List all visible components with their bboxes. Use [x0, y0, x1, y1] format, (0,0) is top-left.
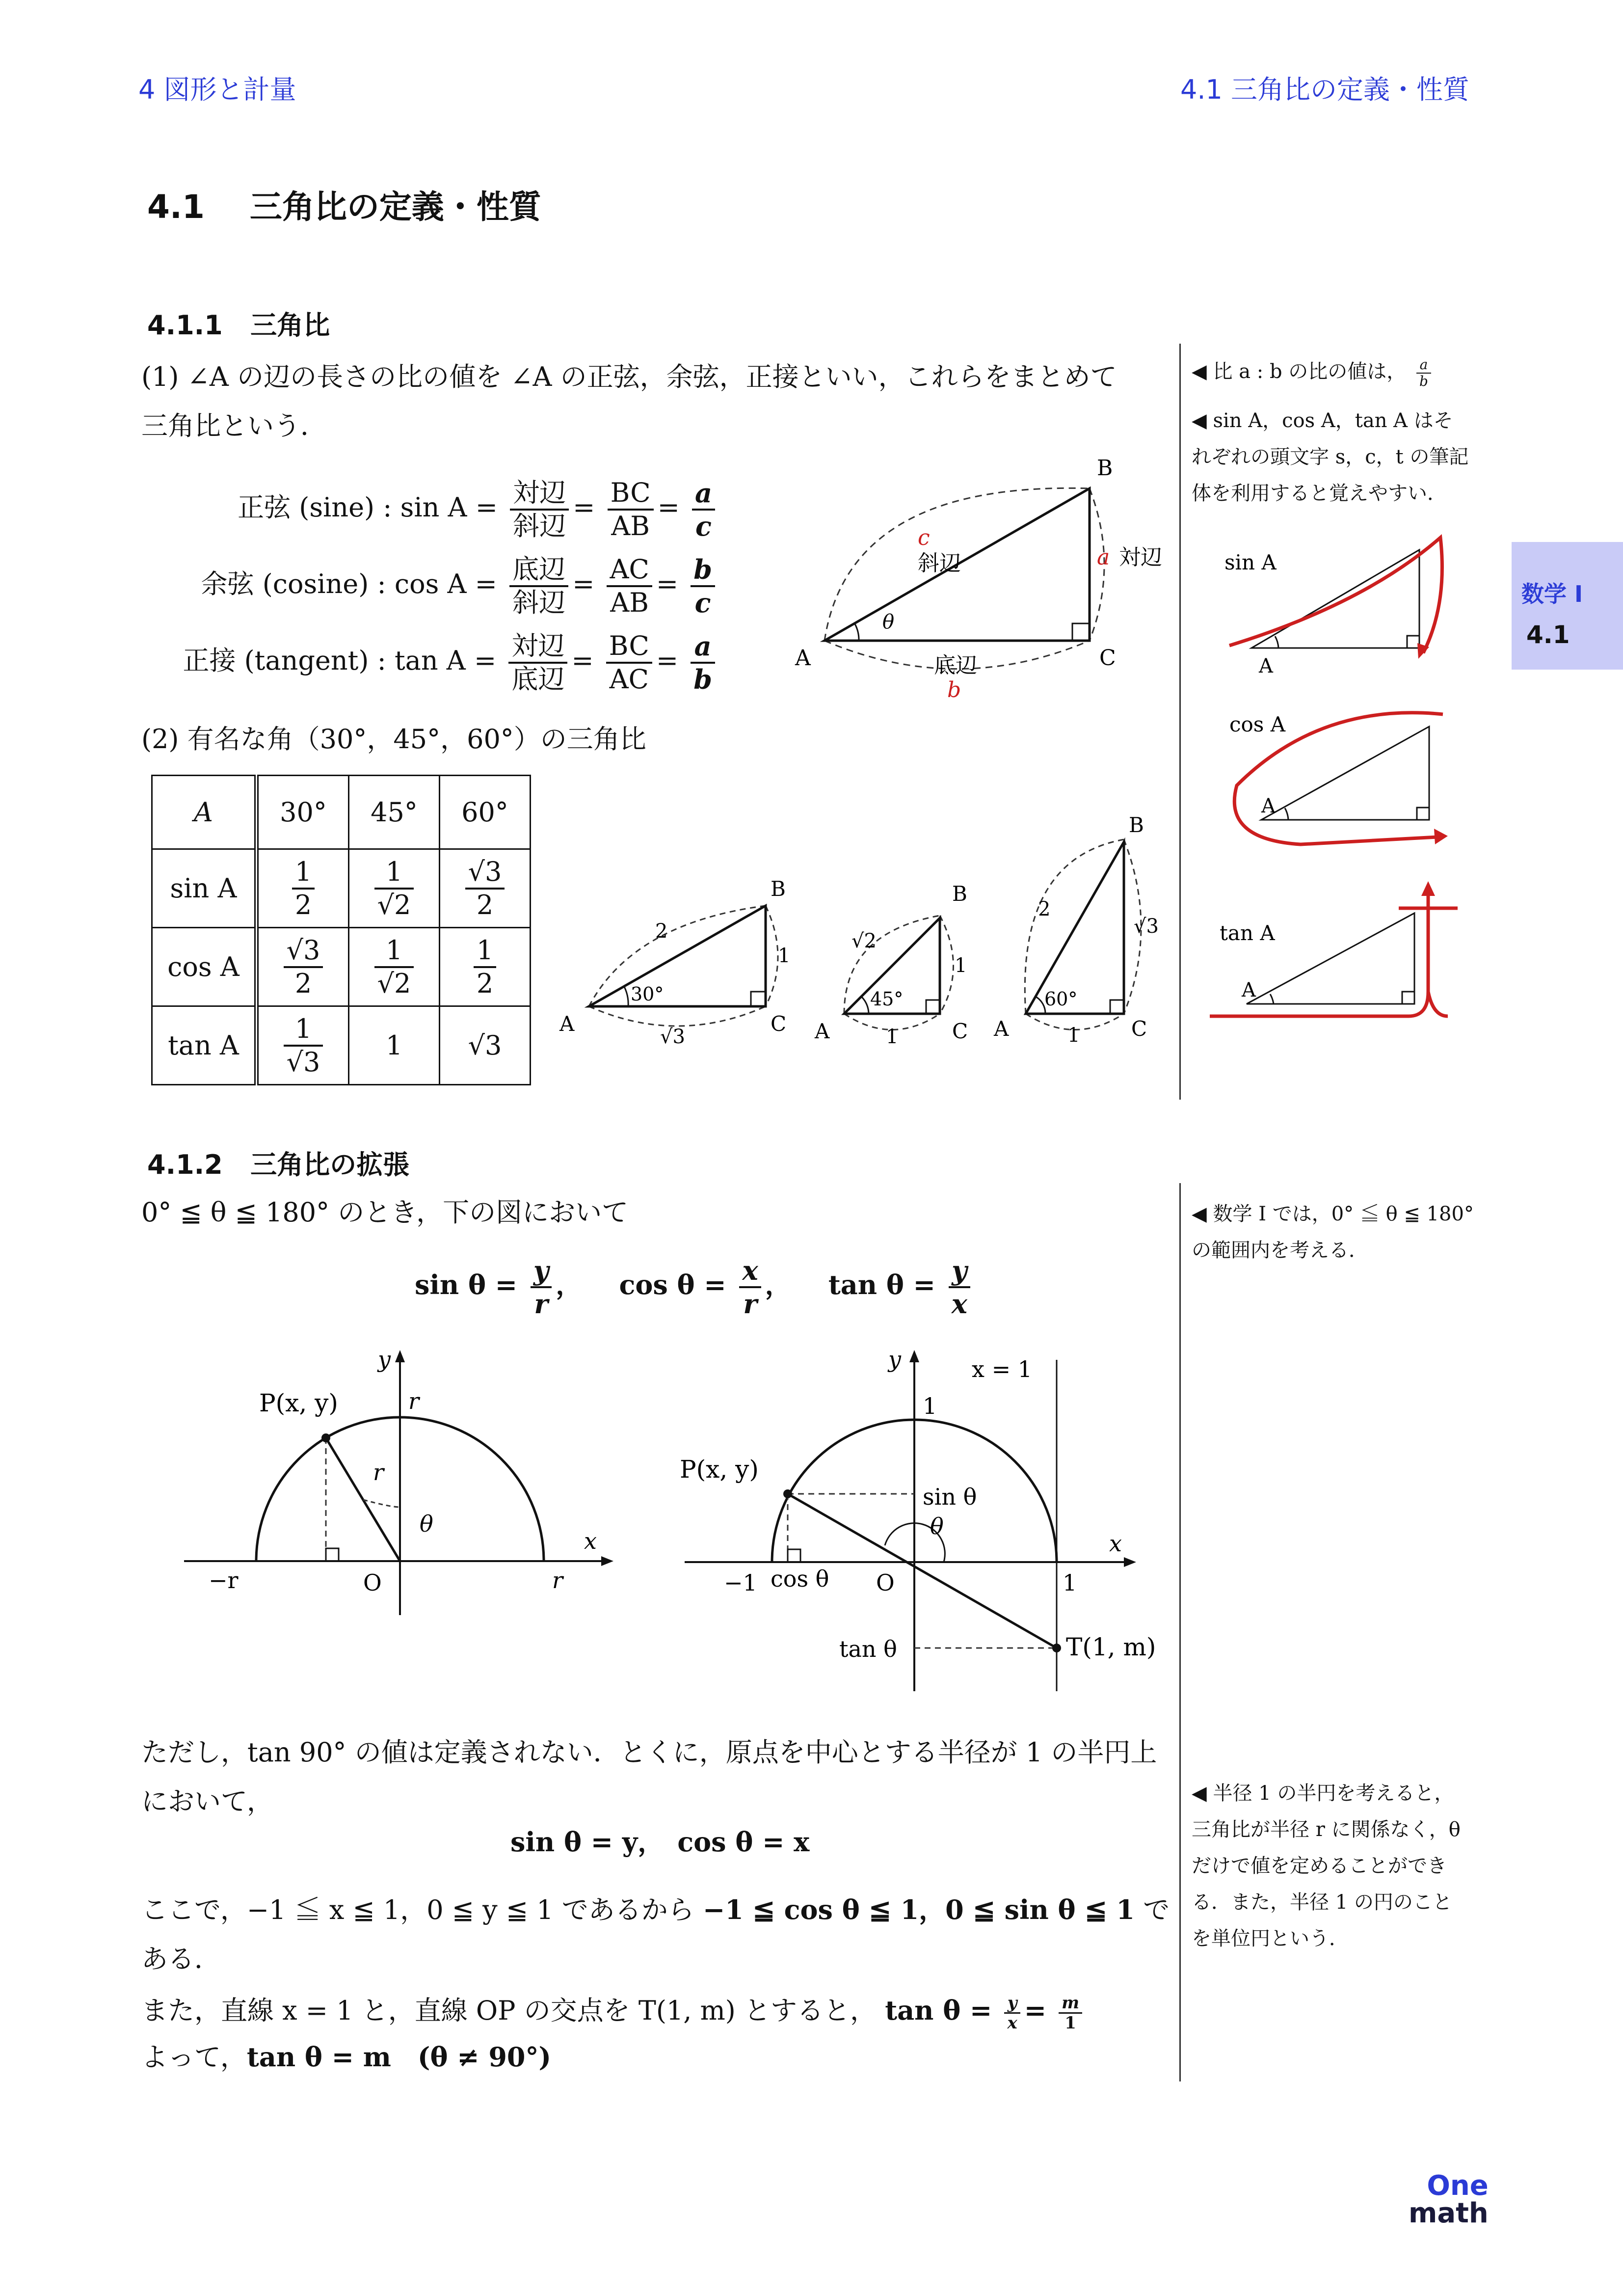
table-cell: √3: [440, 1006, 531, 1085]
arrowhead: [601, 1556, 613, 1566]
triangle: [589, 906, 766, 1006]
paragraph-3: 0° ≦ θ ≦ 180° のとき，下の図において: [141, 1197, 629, 1228]
arrowhead: [1124, 1557, 1136, 1567]
semicircle-r-figure: [177, 1345, 618, 1620]
subsection-number: 4.1.1: [147, 310, 223, 341]
fraction: [606, 630, 652, 695]
fraction: [510, 477, 569, 542]
vertex-A: A: [815, 1019, 830, 1043]
paragraph-5-tail: で: [1143, 1894, 1170, 1925]
fraction: [284, 935, 323, 999]
paragraph-4: [141, 1728, 1172, 1826]
vertex-C: C: [771, 1012, 787, 1036]
table-cell: [257, 1006, 349, 1085]
table-cell: [349, 849, 440, 928]
angle-mark: [1036, 997, 1045, 1014]
denominator: r: [534, 1288, 548, 1320]
tab-number: 4.1: [1526, 621, 1570, 649]
vertex-A: A: [559, 1012, 575, 1036]
denominator: 2: [294, 889, 312, 920]
numerator: 対辺: [510, 477, 569, 511]
label-x-axis: x: [584, 1528, 597, 1554]
paragraph-1-line2: 三角比という．: [141, 410, 327, 441]
opp-label: 1: [778, 945, 791, 967]
fraction: [691, 630, 715, 695]
paragraph-6-text: また，直線 x = 1 と，直線 OP の交点を T(1, m) とすると，: [141, 1995, 877, 2026]
label-P: P(x, y): [259, 1389, 338, 1417]
subsection-title-text: 三角比: [250, 310, 330, 341]
extended-definitions: [415, 1255, 974, 1320]
theta-label: θ: [882, 611, 895, 633]
row-label-cos: cos A: [152, 928, 257, 1006]
unit-circle-equation: sin θ = y， cos θ = x: [510, 1826, 810, 1858]
label-origin: O: [363, 1569, 382, 1596]
subsection-title: [147, 304, 330, 342]
denominator: AB: [610, 587, 649, 618]
label-P: P(x, y): [680, 1455, 759, 1484]
point-P: [321, 1433, 330, 1442]
mnemonic-tan-label: tan A: [1220, 921, 1275, 945]
def-tangent-label: 正接 (tangent) : tan A =: [183, 645, 497, 676]
fraction: [509, 554, 568, 619]
denominator: √2: [377, 968, 411, 999]
denominator: AC: [609, 664, 649, 695]
vertex-C: C: [1099, 646, 1116, 671]
right-angle-mark: [1407, 636, 1419, 648]
vertex-A: A: [994, 1017, 1009, 1041]
adj-label: √3: [660, 1026, 685, 1048]
brand-logo: [1409, 2172, 1489, 2227]
numerator: 対辺: [508, 630, 567, 664]
range-inequality: −1 ≦ cos θ ≦ 1，0 ≦ sin θ ≦ 1: [702, 1894, 1135, 1925]
denominator: c: [694, 587, 711, 619]
opp-label: 対辺: [1119, 545, 1162, 570]
def-sine: 正弦 (sine) : sin A = $\frac{\text{対辺}}{\text{斜辺}}$ = $\frac{BC}{AB}$ = $\frac{a}{c}$: [238, 477, 719, 542]
vertex-C: C: [952, 1019, 968, 1043]
vertex-C: C: [1131, 1017, 1147, 1041]
vertex-A: A: [795, 646, 811, 671]
radius-OP: [326, 1438, 400, 1561]
numerator: a: [692, 477, 715, 511]
numerator: 1: [374, 935, 414, 968]
trig-values-table: [151, 775, 531, 1085]
tan-theta-label: tan θ =: [885, 1995, 992, 2026]
subsection-title: [147, 1144, 409, 1182]
vertex-B: B: [952, 882, 967, 906]
logo-one: One: [1427, 2170, 1489, 2202]
numerator: a: [1416, 357, 1431, 374]
fraction: [1416, 357, 1431, 389]
denominator: x: [1007, 2013, 1017, 2033]
numerator: BC: [608, 477, 654, 511]
denominator: 2: [476, 889, 494, 920]
mnemonic-sin-triangle: [1251, 550, 1419, 648]
mnemonic-sin-label: sin A: [1224, 550, 1277, 574]
vertex-A: A: [1242, 979, 1256, 1001]
fraction: [374, 856, 414, 921]
denominator: AB: [611, 511, 650, 541]
vertex-B: B: [1097, 456, 1113, 481]
hyp-label: 斜辺: [918, 551, 961, 576]
right-angle-mark: [1110, 1000, 1124, 1014]
fraction: [608, 477, 654, 542]
adj-label: 1: [1067, 1024, 1080, 1047]
fraction: [465, 856, 505, 921]
separator: ，: [765, 1269, 792, 1301]
denominator: b: [693, 664, 712, 695]
angle-label: 60°: [1044, 988, 1078, 1010]
denominator: 2: [294, 968, 312, 999]
fraction: [1059, 1994, 1082, 2032]
paragraph-2: (2) 有名な角（30°，45°，60°）の三角比: [141, 724, 646, 755]
label-cos-theta: cos θ: [771, 1566, 829, 1592]
def-sine-label: 正弦 (sine) : sin A =: [238, 492, 498, 523]
label-theta: θ: [930, 1513, 944, 1540]
table-row: [152, 1006, 531, 1085]
fraction: [739, 1255, 761, 1320]
denominator: 斜辺: [513, 511, 566, 541]
margin-note-mnemonic: [1192, 403, 1506, 512]
opp-arc: [940, 916, 954, 1014]
denominator: √2: [377, 889, 411, 920]
angle-mark: [1270, 994, 1274, 1004]
numerator: √3: [284, 935, 323, 968]
angle-arc: [363, 1500, 400, 1507]
table-header-45: 45°: [349, 776, 440, 849]
numerator: BC: [606, 630, 652, 664]
numerator: y: [949, 1255, 970, 1288]
numerator: 1: [292, 856, 315, 890]
label-theta: θ: [420, 1511, 433, 1537]
numerator: 1: [284, 1013, 323, 1047]
numerator: m: [1059, 1994, 1082, 2014]
paragraph-6: また，直線 x = 1 と，直線 OP の交点を T(1, m) とすると， tan θ = $\frac{y}{x}$ = $\frac{m}{1}$: [141, 1986, 1177, 2035]
numerator: a: [691, 630, 715, 664]
paragraph-4-line1: ただし，tan 90° の値は定義されない．とくに，原点を中心とする半径が 1 の半円上: [141, 1737, 1157, 1768]
margin-note-line: 三角比が半径 r に関係なく，θ: [1192, 1818, 1461, 1841]
right-angle-mark: [788, 1549, 800, 1562]
table-header-30: 30°: [257, 776, 349, 849]
header-chapter: 4 図形と計量: [138, 74, 296, 105]
label-origin: O: [876, 1569, 895, 1596]
mnemonic-figures: [1193, 530, 1507, 1041]
subsection-number: 4.1.2: [147, 1149, 223, 1180]
numerator: x: [739, 1255, 761, 1288]
subsection-title-text: 三角比の拡張: [250, 1149, 410, 1180]
section-number: 4.1: [147, 188, 205, 226]
hyp-label: √2: [851, 930, 877, 952]
vertex-B: B: [1129, 813, 1144, 837]
header-section: 4.1 三角比の定義・性質: [1180, 74, 1470, 105]
paragraph-7-text: よって，: [141, 2042, 247, 2073]
paragraph-1: [141, 352, 1172, 451]
label-y-axis: y: [378, 1346, 391, 1373]
arrowhead: [909, 1350, 919, 1362]
margin-note-line: れぞれの頭文字 s，c，t の筆記: [1192, 446, 1469, 468]
denominator: √3: [286, 1046, 320, 1078]
numerator: y: [531, 1255, 552, 1288]
numerator: 底辺: [509, 554, 568, 587]
right-angle-mark: [1072, 623, 1090, 641]
margin-note-ratio-text: ◀ 比 a : b の比の値は，: [1192, 360, 1407, 383]
label-T: T(1, m): [1066, 1633, 1156, 1661]
table-row: [152, 928, 531, 1006]
vertex-A: A: [1259, 655, 1273, 677]
paragraph-1-line1: (1) ∠A の辺の長さの比の値を ∠A の正弦，余弦，正接といい，これらをまとめて: [141, 361, 1117, 392]
paragraph-5-line2: ある．: [141, 1944, 221, 1974]
margin-note-line: ◀ 半径 1 の半円を考えると，: [1192, 1782, 1454, 1805]
angle-mark: [1275, 636, 1278, 648]
denominator: r: [743, 1288, 757, 1320]
margin-note-line: を単位円という．: [1192, 1927, 1349, 1950]
point-T: [1052, 1644, 1061, 1652]
numerator: 1: [474, 935, 496, 968]
point-P: [783, 1489, 792, 1498]
margin-note-range: [1192, 1196, 1506, 1269]
opp-label: √3: [1134, 915, 1159, 938]
fraction: [508, 630, 567, 695]
adj-label: 1: [886, 1026, 899, 1048]
label-tan-theta: tan θ: [839, 1636, 897, 1662]
label-r-right: r: [552, 1567, 563, 1594]
main-triangle-figure: [775, 442, 1188, 717]
margin-note-line: の範囲内を考える．: [1192, 1239, 1368, 1262]
fraction: [607, 554, 652, 619]
margin-note-line: る．また，半径 1 の円のこと: [1192, 1891, 1452, 1914]
margin-note-line: 体を利用すると覚えやすい．: [1192, 482, 1447, 505]
margin-note-line: ◀ 数学 I では，0° ≦ θ ≦ 180°: [1192, 1203, 1474, 1225]
def-sin-theta: sin θ =: [415, 1269, 518, 1301]
fraction: [692, 477, 715, 542]
denominator: c: [695, 511, 712, 542]
fraction: [374, 935, 414, 999]
margin-note-unit-circle: [1192, 1775, 1506, 1957]
mnemonic-tan-curl: [1428, 992, 1448, 1016]
paragraph-5-line1: [141, 1885, 1177, 1935]
side-b-label: b: [947, 677, 961, 702]
def-cosine: 余弦 (cosine) : cos A = $\frac{\text{底辺}}{\text{斜辺}}$ = $\frac{AC}{AB}$ = $\frac{b}{c}$: [201, 554, 719, 619]
mnemonic-cos-triangle: [1261, 727, 1429, 820]
fraction: [292, 856, 315, 921]
unit-circle-figure: [677, 1345, 1178, 1699]
margin-divider-2: [1179, 1183, 1181, 2081]
paragraph-4-line2: において，: [141, 1786, 273, 1817]
table-cell: 1: [349, 1006, 440, 1085]
section-tab: [1512, 542, 1623, 670]
adj-arc: [589, 1006, 766, 1026]
def-cos-theta: cos θ =: [619, 1269, 726, 1301]
section-title-text: 三角比の定義・性質: [249, 188, 541, 226]
right-angle-mark: [1417, 808, 1429, 820]
label-x-axis: x: [1109, 1530, 1122, 1557]
label-y-axis: y: [888, 1346, 901, 1373]
fraction: [1004, 1994, 1020, 2032]
label-x-1: 1: [1063, 1569, 1077, 1596]
def-cosine-label: 余弦 (cosine) : cos A =: [201, 568, 497, 599]
margin-note-line: だけで値を定めることができ: [1192, 1855, 1447, 1877]
arrowhead: [1434, 829, 1448, 844]
denominator: 斜辺: [512, 587, 566, 618]
angle-mark: [624, 987, 628, 1006]
paragraph-5-text: ここで，−1 ≦ x ≦ 1，0 ≦ y ≦ 1 であるから: [141, 1894, 694, 1925]
label-r-radius: r: [373, 1459, 384, 1486]
paragraph-7: [141, 2032, 551, 2082]
margin-note-ratio: [1192, 353, 1506, 390]
label-x-equals-1: x = 1: [972, 1356, 1032, 1382]
table-cell: [257, 928, 349, 1006]
numerator: b: [691, 554, 715, 587]
triangle-45-figure: [805, 869, 1011, 1055]
section-title: [147, 181, 541, 227]
right-angle-mark: [1402, 992, 1414, 1004]
table-row: [152, 849, 531, 928]
label-neg-1: −1: [724, 1569, 757, 1596]
fraction: [531, 1255, 552, 1320]
angle-mark: [855, 624, 859, 641]
tab-subject: 数学 I: [1521, 581, 1583, 607]
label-r-top: r: [408, 1388, 419, 1414]
label-sin-theta: sin θ: [923, 1484, 977, 1510]
row-label-tan: tan A: [152, 1006, 257, 1085]
paragraph-5: [141, 1885, 1177, 1984]
def-tan-theta: tan θ =: [828, 1269, 935, 1301]
opp-label: 1: [955, 954, 967, 977]
table-cell: [440, 928, 531, 1006]
hyp-label: 2: [655, 920, 668, 943]
hyp-label: 2: [1038, 898, 1051, 920]
fraction: [474, 935, 496, 999]
row-label-sin: sin A: [152, 849, 257, 928]
arrowhead: [395, 1350, 405, 1362]
denominator: b: [1419, 373, 1428, 389]
denominator: 1: [1064, 2013, 1076, 2033]
denominator: x: [951, 1288, 967, 1320]
arrowhead: [1421, 881, 1435, 896]
table-cell: [257, 849, 349, 928]
angle-mark: [861, 997, 869, 1014]
label-y-1: 1: [923, 1393, 937, 1419]
opp-arc: [766, 906, 778, 1006]
margin-note-line: ◀ sin A，cos A，tan A はそ: [1192, 409, 1453, 432]
adj-label: 底辺: [934, 653, 977, 678]
angle-label: 30°: [631, 983, 664, 1005]
vertex-A: A: [1261, 795, 1276, 817]
right-angle-mark: [926, 1000, 940, 1014]
right-angle-mark: [326, 1548, 339, 1561]
fraction: [949, 1255, 970, 1320]
denominator: 2: [476, 968, 494, 999]
numerator: y: [1004, 1994, 1020, 2014]
denominator: 底辺: [511, 664, 565, 695]
numerator: √3: [465, 856, 505, 890]
logo-math: math: [1409, 2197, 1489, 2229]
table-header-60: 60°: [440, 776, 531, 849]
side-c-label: c: [918, 525, 930, 550]
triangle-30-figure: [555, 869, 815, 1055]
fraction: [691, 554, 715, 619]
table-header-A: A: [152, 776, 257, 849]
angle-mark: [1285, 808, 1288, 820]
numerator: 1: [374, 856, 414, 890]
tan-theta-result: tan θ = m (θ ≠ 90°): [246, 2041, 552, 2073]
triangle-60-figure: [986, 805, 1193, 1060]
def-tangent: 正接 (tangent) : tan A = $\frac{\text{対辺}}{\text{底辺}}$ = $\frac{BC}{AC}$ = $\frac{a}{b}$: [183, 630, 719, 695]
table-cell: [440, 849, 531, 928]
fraction: [284, 1013, 323, 1078]
table-cell: [349, 928, 440, 1006]
vertex-B: B: [771, 877, 786, 901]
right-angle-mark: [751, 992, 766, 1006]
side-a-label: a: [1097, 545, 1110, 570]
angle-label: 45°: [870, 988, 904, 1010]
separator: ，: [556, 1269, 583, 1301]
label-neg-r: −r: [209, 1567, 239, 1594]
mnemonic-cos-label: cos A: [1229, 712, 1286, 736]
table-row: [152, 776, 531, 849]
numerator: AC: [607, 554, 652, 587]
